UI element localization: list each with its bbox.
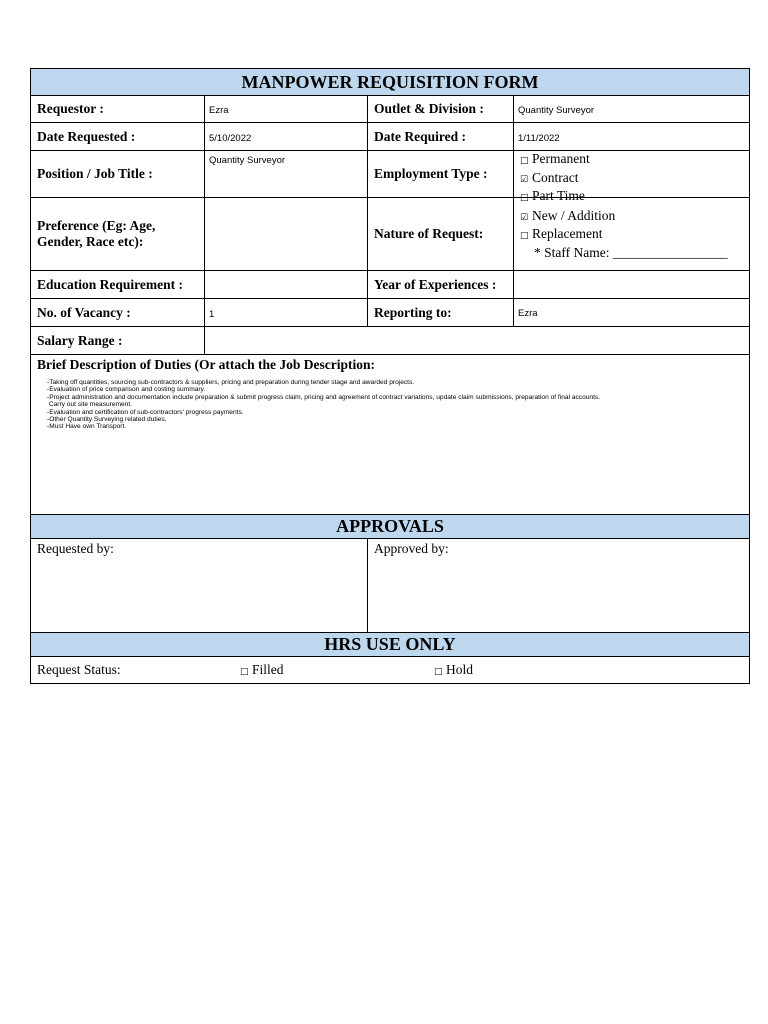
experience-value[interactable] (513, 271, 749, 298)
requested-by[interactable]: Requested by: (37, 541, 114, 556)
duties-title: Brief Description of Duties (Or attach the Job Description: (37, 357, 375, 372)
date-requested-label: Date Requested : (37, 128, 136, 144)
position-value[interactable]: Quantity Surveyor (204, 151, 367, 197)
reporting-label: Reporting to: (367, 299, 513, 326)
approvals-title-text: APPROVALS (336, 516, 444, 536)
education-label: Education Requirement : (37, 276, 184, 292)
employment-type-options (513, 151, 749, 203)
preference-label (31, 198, 204, 270)
row-position (31, 150, 749, 203)
nature-label: Nature of Request: (367, 198, 513, 270)
approved-by[interactable]: Approved by: (367, 539, 749, 632)
checkbox-icon: □ (434, 667, 443, 677)
option-label: Permanent (532, 151, 590, 166)
outlet-label: Outlet & Division : (367, 96, 513, 122)
option-replacement[interactable] (520, 226, 728, 245)
duties-text[interactable]: -Taking off quantities, sourcing sub-contractors & suppliers, pricing and preparation during tender stage and awarded projects. -Evaluation of price comparison and costing summary. -Project administration and documentation include preparation & submit progress claim, pricing and agreement of contract variations, update claim submissions, preparation of final accounts. Carry out site measurement. -Evaluation and certification of sub-contractors' progress payments. -Other Quantity Surveying related duties. -Must Have own Transport. (47, 379, 601, 431)
vacancy-value[interactable]: 1 (204, 299, 367, 326)
salary-label: Salary Range : (37, 332, 123, 348)
row-education (31, 270, 749, 298)
preference-label-line1: Preference (Eg: Age, (37, 218, 156, 233)
row-dates (31, 122, 749, 150)
preference-value[interactable] (204, 198, 367, 270)
date-required-label: Date Required : (367, 123, 513, 150)
checked-box-icon: ☑ (520, 212, 529, 223)
experience-label: Year of Experiences : (367, 271, 513, 298)
checkbox-icon: □ (240, 667, 249, 677)
salary-value[interactable] (204, 327, 749, 354)
preference-label-line2: Gender, Race etc): (37, 234, 144, 249)
checkbox-icon: □ (520, 193, 529, 203)
option-new-addition[interactable] (520, 208, 728, 227)
option-permanent[interactable] (520, 151, 749, 170)
row-vacancy (31, 298, 749, 326)
option-label: Replacement (532, 226, 603, 242)
form-title-text: MANPOWER REQUISITION FORM (241, 71, 539, 92)
row-preference (31, 197, 749, 270)
date-requested-value[interactable]: 5/10/2022 (204, 123, 367, 150)
staff-name-field[interactable]: * Staff Name: _________________ (534, 244, 728, 260)
nature-options (513, 198, 749, 270)
row-hrs-status (31, 656, 749, 683)
option-filled[interactable] (240, 662, 284, 678)
row-duties (31, 354, 749, 514)
requisition-form (30, 68, 750, 684)
reporting-value[interactable]: Ezra (513, 299, 749, 326)
option-hold[interactable] (434, 662, 473, 678)
option-label: Filled (252, 662, 284, 677)
row-salary (31, 326, 749, 354)
row-approvals (31, 538, 749, 632)
requestor-label: Requestor : (37, 101, 104, 116)
option-label: Contract (532, 169, 579, 185)
request-status-options (204, 657, 749, 683)
row-requestor (31, 95, 749, 122)
employment-type-label: Employment Type : (367, 151, 513, 197)
option-label: New / Addition (532, 207, 616, 223)
date-required-value[interactable]: 1/11/2022 (513, 123, 749, 150)
education-value[interactable] (204, 271, 367, 298)
outlet-value[interactable]: Quantity Surveyor (513, 96, 749, 122)
option-label: Hold (446, 662, 473, 677)
option-label: Part Time (532, 188, 585, 203)
requestor-value[interactable]: Ezra (204, 96, 367, 122)
vacancy-label: No. of Vacancy : (37, 304, 131, 320)
checked-box-icon: ☑ (520, 174, 529, 185)
hrs-title-text: HRS USE ONLY (324, 634, 456, 654)
approvals-title (31, 514, 749, 538)
checkbox-icon: □ (520, 156, 529, 166)
request-status-label: Request Status: (37, 662, 121, 677)
form-title (31, 69, 749, 95)
hrs-title (31, 632, 749, 656)
position-label: Position / Job Title : (37, 166, 153, 181)
checkbox-icon: □ (520, 231, 529, 242)
option-contract[interactable] (520, 170, 749, 189)
